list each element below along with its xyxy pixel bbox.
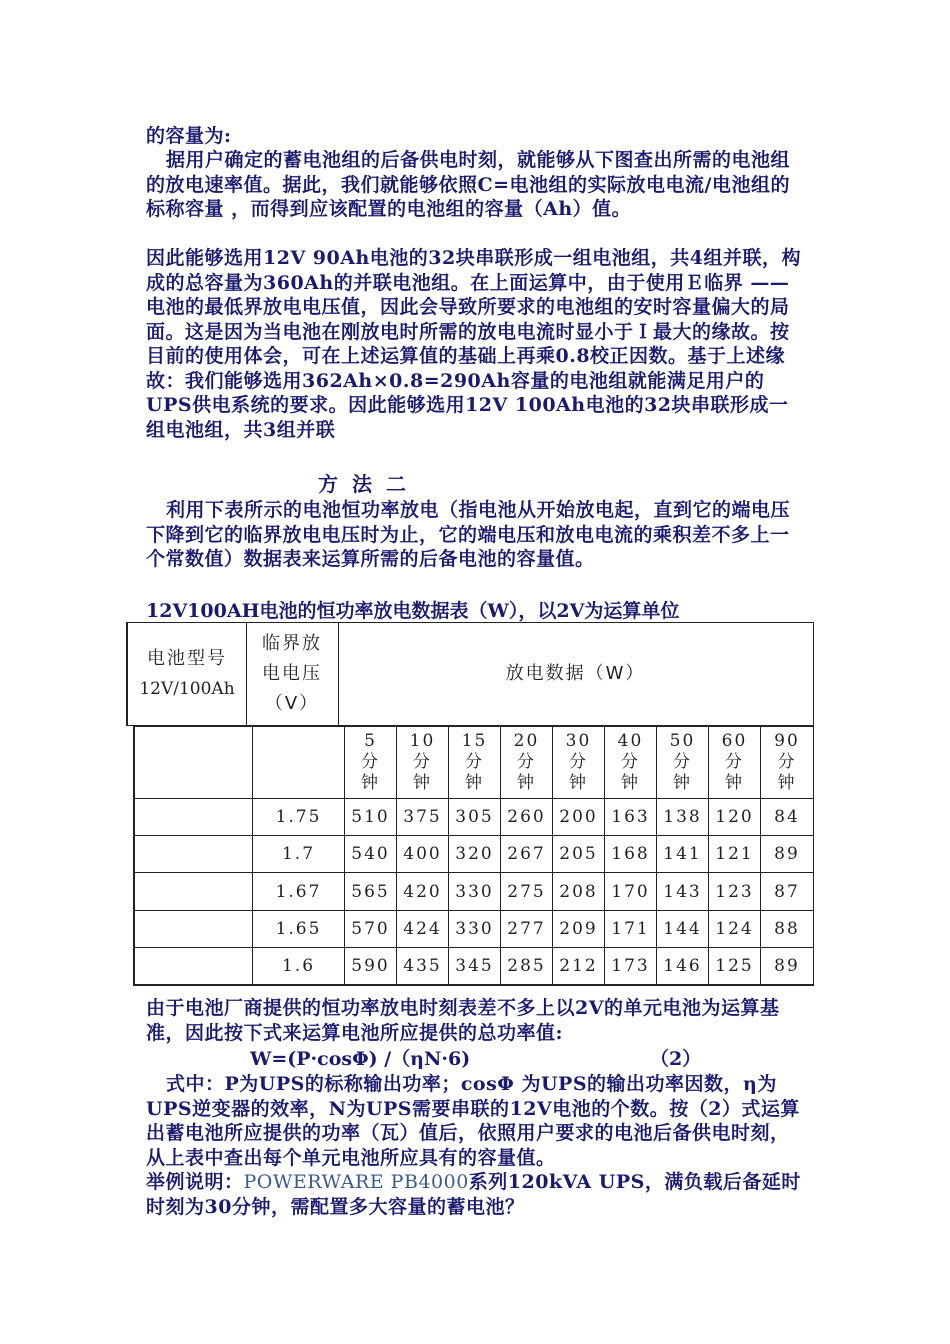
discharge-value-cell: 267 — [501, 836, 553, 873]
discharge-value-cell: 420 — [397, 873, 449, 911]
minute-header-text: 钟 — [413, 773, 432, 793]
discharge-value-cell: 138 — [657, 799, 709, 836]
discharge-value-cell: 141 — [657, 836, 709, 873]
voltage-cell: 1.67 — [253, 873, 345, 911]
discharge-value-cell: 330 — [449, 873, 501, 911]
paragraph-discharge-rate: 据用户确定的蓄电池组的后备供电时刻，就能够从下图查出所需的电池组的放电速率值。据此，我们就能够依照C=电池组的实际放电电流/电池组的标称容量 ，而得到应该配置的电池组的容量（Ah）值。 — [146, 149, 791, 220]
minute-header-cell — [553, 727, 605, 799]
discharge-value-cell: 124 — [709, 911, 761, 948]
minute-header-text: 分 — [465, 752, 484, 772]
table-header — [126, 622, 814, 726]
discharge-value-cell: 121 — [709, 836, 761, 873]
voltage-cell: 1.6 — [253, 948, 345, 985]
discharge-value-cell: 275 — [501, 873, 553, 911]
voltage-cell: 1.7 — [253, 836, 345, 873]
minute-header-cell — [761, 727, 814, 799]
minute-header-text: 50 — [669, 731, 696, 751]
minute-header-cell — [397, 727, 449, 799]
paragraph-formula-explanation: 式中：P为UPS的标称输出功率；cosΦ 为UPS的输出功率因数，η为UPS逆变器的效率，N为UPS需要串联的12V电池的个数。按（2）式运算出蓄电池所应提供的功率（瓦）值后，依照用户要求的电池后备供电时刻，从上表中查出每个单元电池所应具有的容量值。 — [146, 1073, 800, 1169]
discharge-value-cell: 120 — [709, 799, 761, 836]
discharge-value-cell: 200 — [553, 799, 605, 836]
minute-header-text: 钟 — [569, 773, 588, 793]
discharge-data-table — [133, 726, 814, 986]
minute-header-text: 分 — [517, 752, 536, 772]
minute-header-cell — [605, 727, 657, 799]
discharge-value-cell: 205 — [553, 836, 605, 873]
discharge-value-cell: 212 — [553, 948, 605, 985]
header-cell-voltage — [246, 623, 339, 725]
minute-header-text: 20 — [513, 731, 540, 751]
header-voltage-line1: 临界放 — [262, 633, 322, 654]
header-voltage-line2: 电电压 — [262, 663, 322, 684]
table-cell-empty — [253, 727, 345, 799]
discharge-value-cell: 123 — [709, 873, 761, 911]
minute-header-text: 15 — [461, 731, 488, 751]
minute-header-text: 分 — [673, 752, 692, 772]
example-rest: 系列120kVA UPS，满负载后备延时时刻为30分钟，需配置多大容量的蓄电池？ — [146, 1171, 801, 1218]
discharge-value-cell: 570 — [345, 911, 397, 948]
discharge-value-cell: 285 — [501, 948, 553, 985]
discharge-value-cell: 208 — [553, 873, 605, 911]
paragraph-calculation-basis: 由于电池厂商提供的恒功率放电时刻表差不多上以2V的单元电池为运算基准，因此按下式来运算电池所应提供的总功率值: — [146, 997, 780, 1044]
discharge-value-cell: 125 — [709, 948, 761, 985]
minute-header-text: 分 — [361, 752, 380, 772]
paragraph-example — [146, 1170, 806, 1219]
minute-header-text: 钟 — [361, 773, 380, 793]
minute-header-text: 40 — [617, 731, 644, 751]
formula-line — [250, 1044, 702, 1071]
minute-header-text: 钟 — [673, 773, 692, 793]
minute-header-text: 分 — [621, 752, 640, 772]
discharge-value-cell: 565 — [345, 873, 397, 911]
minute-header-text: 钟 — [725, 773, 744, 793]
minute-header-cell — [657, 727, 709, 799]
discharge-value-cell: 320 — [449, 836, 501, 873]
table-cell-empty — [135, 799, 253, 836]
minute-header-cell — [501, 727, 553, 799]
minute-header-text: 钟 — [465, 773, 484, 793]
minute-header-cell — [345, 727, 397, 799]
voltage-cell: 1.75 — [253, 799, 345, 836]
discharge-value-cell: 89 — [761, 836, 814, 873]
minute-header-cell — [709, 727, 761, 799]
discharge-value-cell: 84 — [761, 799, 814, 836]
minute-header-text: 90 — [774, 731, 800, 751]
discharge-value-cell: 163 — [605, 799, 657, 836]
discharge-value-cell: 209 — [553, 911, 605, 948]
table-title: 12V100AH电池的恒功率放电数据表（W），以2V为运算单位 — [146, 600, 680, 622]
header-model-spec: 12V/100Ah — [139, 679, 235, 699]
discharge-value-cell: 173 — [605, 948, 657, 985]
discharge-value-cell: 540 — [345, 836, 397, 873]
table-cell-empty — [135, 727, 253, 799]
minute-header-text: 分 — [777, 752, 797, 772]
paragraph-calculation: 因此能够选用12V 90Ah电池的32块串联形成一组电池组，共4组并联，构成的总容量为360Ah的并联电池组。在上面运算中，由于使用Ｅ临界 —— 电池的最低界放电电压值，因此会导致所要求的电池组的安时容量偏大的局面。这是因为当电池在刚放电时所需的放电电流时显小于Ｉ最大的缘故。按目前的使用体会，可在上述运算值的基础上再乘0.8校正因数。基于上述缘故：我们能够选用362Ah×0.8=290Ah容量的电池组就能满足用户的UPS供电系统的要求。因此能够选用12V 100Ah电池的32块串联形成一组电池组，共3组并联 — [146, 247, 801, 441]
formula-total-power: W=(P·cosΦ) /（ηN·6) — [250, 1048, 471, 1070]
discharge-value-cell: 144 — [657, 911, 709, 948]
header-voltage-unit: （V） — [264, 693, 320, 714]
discharge-value-cell: 424 — [397, 911, 449, 948]
table-cell-empty — [135, 948, 253, 985]
header-cell-discharge-data — [338, 623, 813, 725]
discharge-value-cell: 375 — [397, 799, 449, 836]
minute-header-cell — [449, 727, 501, 799]
discharge-value-cell: 305 — [449, 799, 501, 836]
discharge-value-cell: 260 — [501, 799, 553, 836]
table-cell-empty — [135, 911, 253, 948]
minute-header-text: 钟 — [517, 773, 536, 793]
header-cell-model — [128, 623, 247, 725]
discharge-value-cell: 510 — [345, 799, 397, 836]
discharge-value-cell: 330 — [449, 911, 501, 948]
minute-header-text: 分 — [725, 752, 744, 772]
header-model-label: 电池型号 — [147, 648, 227, 669]
minute-header-text: 10 — [409, 731, 436, 751]
example-prefix: 举例说明： — [146, 1171, 244, 1193]
example-brand: POWERWARE PB4000 — [243, 1171, 469, 1193]
discharge-value-cell: 345 — [449, 948, 501, 985]
minute-header-text: 30 — [565, 731, 592, 751]
table-cell-empty — [135, 836, 253, 873]
minute-header-text: 分 — [413, 752, 432, 772]
minute-header-text: 分 — [569, 752, 588, 772]
discharge-value-cell: 590 — [345, 948, 397, 985]
formula-number: （2） — [650, 1048, 702, 1070]
discharge-value-cell: 89 — [761, 948, 814, 985]
minute-header-text: 60 — [721, 731, 748, 751]
discharge-value-cell: 277 — [501, 911, 553, 948]
discharge-value-cell: 400 — [397, 836, 449, 873]
discharge-value-cell: 170 — [605, 873, 657, 911]
discharge-value-cell: 88 — [761, 911, 814, 948]
discharge-value-cell: 168 — [605, 836, 657, 873]
voltage-cell: 1.65 — [253, 911, 345, 948]
paragraph-constant-power: 利用下表所示的电池恒功率放电（指电池从开始放电起，直到它的端电压下降到它的临界放电电压时为止，它的端电压和放电电流的乘积差不多上一个常数值）数据表来运算所需的后备电池的容量值。 — [146, 499, 791, 570]
discharge-value-cell: 143 — [657, 873, 709, 911]
discharge-value-cell: 435 — [397, 948, 449, 985]
minute-header-text: 5 — [364, 731, 377, 751]
minute-header-text: 钟 — [621, 773, 640, 793]
paragraph-capacity-intro: 的容量为: — [146, 125, 232, 147]
minute-header-text: 钟 — [777, 773, 797, 793]
section-heading-method-two: 方法二 — [318, 472, 420, 496]
discharge-value-cell: 171 — [605, 911, 657, 948]
discharge-value-cell: 146 — [657, 948, 709, 985]
header-discharge-label: 放电数据（W） — [505, 663, 646, 684]
discharge-value-cell: 87 — [761, 873, 814, 911]
table-cell-empty — [135, 873, 253, 911]
